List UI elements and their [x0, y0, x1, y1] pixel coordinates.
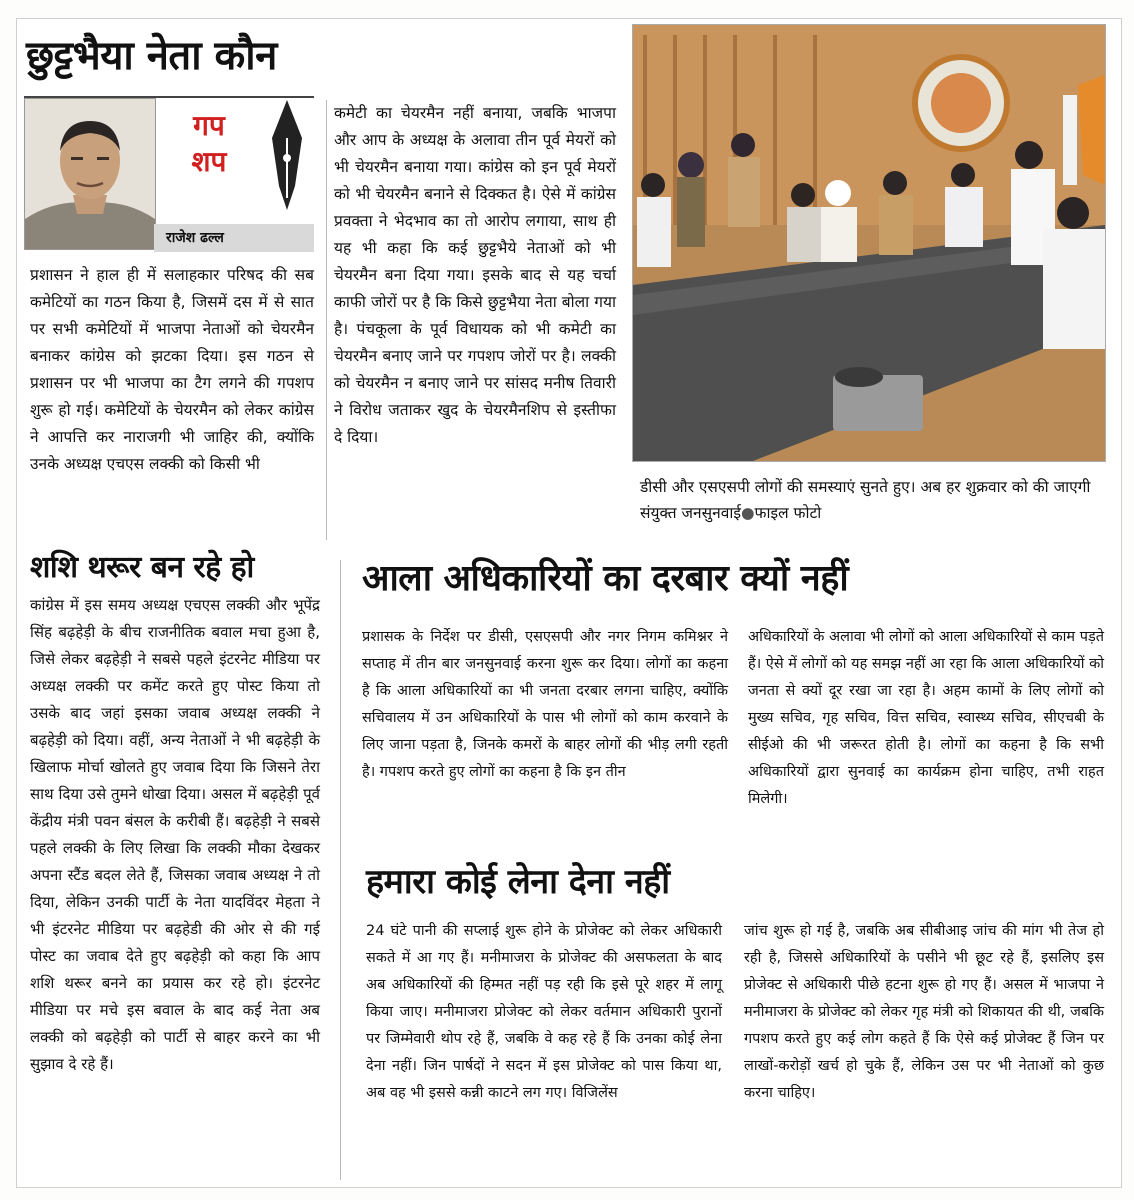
- gupshup-badge: [184, 108, 234, 180]
- column-divider: [340, 560, 341, 1180]
- columnist-photo: [24, 98, 156, 250]
- gupshup-column-2: कमेटी का चेयरमैन नहीं बनाया, जबकि भाजपा और आप के अध्यक्ष के अलावा तीन पूर्व मेयरों को भी चेयरमैन बनाया गया। कांग्रेस को इन पूर्व मेयरों को भी चेयरमैन बनाने से दिक्कत है। ऐसे में कांग्रेस प्रवक्ता ने भेदभाव का तो आरोप लगाया, साथ ही यह भी कहा कि कई छुट्टभैये नेताओं को भी चेयरमैन बना दिया गया। इसके बाद से यह चर्चा काफी जोरों पर है कि किसे छुट्टभैया नेता बोला गया है। पंचकूला के पूर्व विधायक को भी कमेटी का चेयरमैन बनाए जाने पर गपशप जोरों पर है। लक्की को चेयरमैन न बनाए जाने पर सांसद मनीष तिवारी ने विरोध जताकर खुद के चेयरमैनशिप से इस्तीफा दे दिया।: [334, 104, 616, 446]
- tharoor-body: कांग्रेस में इस समय अध्यक्ष एचएस लक्की और भूपेंद्र सिंह बढ़हेड़ी के बीच राजनीतिक बवाल मचा हुआ है, जिसे लेकर बढ़हेड़ी ने सबसे पहले इंटरनेट मीडिया पर अध्यक्ष लक्की पर कमेंट करते हुए पोस्ट किया तो उसके बाद जहां इसका जवाब अध्यक्ष लक्की ने बढ़हेड़ी को दिया। वहीं, अन्य नेताओं ने भी बढ़हेड़ी के खिलाफ मोर्चा खोलते हुए जवाब दिया कि जिसने तेरा साथ दिया उसे तुमने धोखा दिया। असल में बढ़हेड़ी पूर्व केंद्रीय मंत्री पवन बंसल के करीबी हैं। बढ़हेड़ी ने सबसे पहले लक्की के लिए लिखा कि लक्की मौका देखकर अपना स्टैंड बदल लेते हैं, जिसका जवाब अध्यक्ष ने तो दिया, लेकिन उनकी पार्टी के नेता यादविंदर मेहता ने भी इंटरनेट मीडिया पर बढ़हेडी की ओर से की गई पोस्ट का जवाब देते हुए बढ़हेड़ी को कहा कि आप शशि थरूर बनने का प्रयास कर रहे हो। इंटरनेट मीडिया पर मचे इस बवाल के बाद कई नेता अब लक्की को बढ़हेड़ी को पार्टी से बाहर करने का भी सुझाव दे रहे हैं।: [30, 596, 320, 1073]
- columnist-byline: [24, 96, 314, 258]
- meeting-photo: [632, 24, 1106, 462]
- badge-line-1: गप: [193, 109, 225, 142]
- lenadena-column-2: जांच शुरू हो गई है, जबकि अब सीबीआइ जांच की मांग भी तेज हो रही है, जिससे अधिकारियों के पसीने भी छूट रहे हैं, इसलिए इस प्रोजेक्ट से अधिकारी पीछे हटना शुरू हो गए हैं। असल में भाजपा ने मनीमाजरा के प्रोजेक्ट को लेकर गृह मंत्री को शिकायत की थी, जबकि गपशप करते हुए कई लोग कहते हैं कि ऐसे कई प्रोजेक्ट हैं जिन पर लाखों-करोड़ों खर्च हो चुके हैं, लेकिन उस पर भी नेताओं को कुछ करना चाहिए।: [744, 923, 1104, 1101]
- photo-caption: [640, 474, 1105, 526]
- caption-text: डीसी और एसएसपी लोगों की समस्याएं सुनते हुए। अब हर शुक्रवार को की जाएगी संयुक्त जनसुनवाई: [640, 478, 1091, 522]
- lenadena-headline: हमारा कोई लेना देना नहीं: [366, 862, 670, 902]
- darbar-column-2: अधिकारियों के अलावा भी लोगों को आला अधिकारियों से काम पड़ते हैं। ऐसे में लोगों को यह समझ नहीं आ रहा कि आला अधिकारियों को जनता से क्यों दूर रखा जा रहा है। अहम कामों के लिए लोगों को मुख्य सचिव, गृह सचिव, वित्त सचिव, स्वास्थ्य सचिव, सीएचबी के सीईओ की भी जरूरत होती है। लोगों का कहना है कि सभी अधिकारियों द्वारा सुनवाई का कार्यक्रम होना चाहिए, तभी राहत मिलेगी।: [748, 629, 1104, 807]
- darbar-headline: आला अधिकारियों का दरबार क्यों नहीं: [362, 558, 849, 599]
- tharoor-headline: शशि थरूर बन रहे हो: [30, 550, 254, 585]
- photo-credit: फाइल फोटो: [754, 504, 822, 522]
- gupshup-headline: छुट्टभैया नेता कौन: [26, 33, 277, 79]
- lenadena-column-1: 24 घंटे पानी की सप्लाई शुरू होने के प्रोजेक्ट को लेकर अधिकारी सकते में आ गए हैं। मनीमाजरा के प्रोजेक्ट की असफलता के बाद अब अधिकारियों की हिम्मत नहीं पड़ रही कि इसे पूरे शहर में लागू किया जाए। मनीमाजरा प्रोजेक्ट को लेकर वर्तमान अधिकारी पुरानों पर जिम्मेवारी थोप रहे हैं, जबकि वे कह रहे हैं कि उनका कोई लेना देना नहीं। जिन पार्षदों ने सदन में इस प्रोजेक्ट को पास किया था, अब वह भी इससे कन्नी काटने लग गए। विजिलेंस: [366, 923, 723, 1101]
- gupshup-column-1: प्रशासन ने हाल ही में सलाहकार परिषद की सब कमेटियों का गठन किया है, जिसमें दस में से सात पर सभी कमेटियों में भाजपा नेताओं को चेयरमैन बनाकर कांग्रेस को झटका दिया। इस गठन से प्रशासन पर भी भाजपा का टैग लगने की गपशप शुरू हो गई। कमेटियों के चेयरमैन को लेकर कांग्रेस ने आपत्ति कर नाराजगी भी जाहिर की, क्योंकि उनके अध्यक्ष एचएस लक्की को किसी भी: [30, 266, 314, 473]
- portrait-illustration: [25, 99, 155, 249]
- fountain-pen-icon: [262, 98, 312, 218]
- columnist-name: राजेश ढल्ल: [154, 224, 314, 252]
- badge-line-2: शप: [191, 145, 227, 178]
- meeting-photo-illustration: [633, 25, 1105, 461]
- darbar-column-1: प्रशासक के निर्देश पर डीसी, एसएसपी और नगर निगम कमिश्नर ने सप्ताह में तीन बार जनसुनवाई करना शुरू कर दिया। लोगों का कहना है कि आला अधिकारियों का भी जनता दरबार लगना चाहिए, क्योंकि सचिवालय में उन अधिकारियों के पास भी लोगों को काम करवाने के लिए जाना पड़ता है, जिनके कमरों के बाहर लोगों की भीड़ लगी रहती है। गपशप करते हुए लोगों का कहना है कि इन तीन: [362, 629, 728, 780]
- bullet-icon: ●: [740, 504, 755, 522]
- column-divider: [326, 100, 327, 540]
